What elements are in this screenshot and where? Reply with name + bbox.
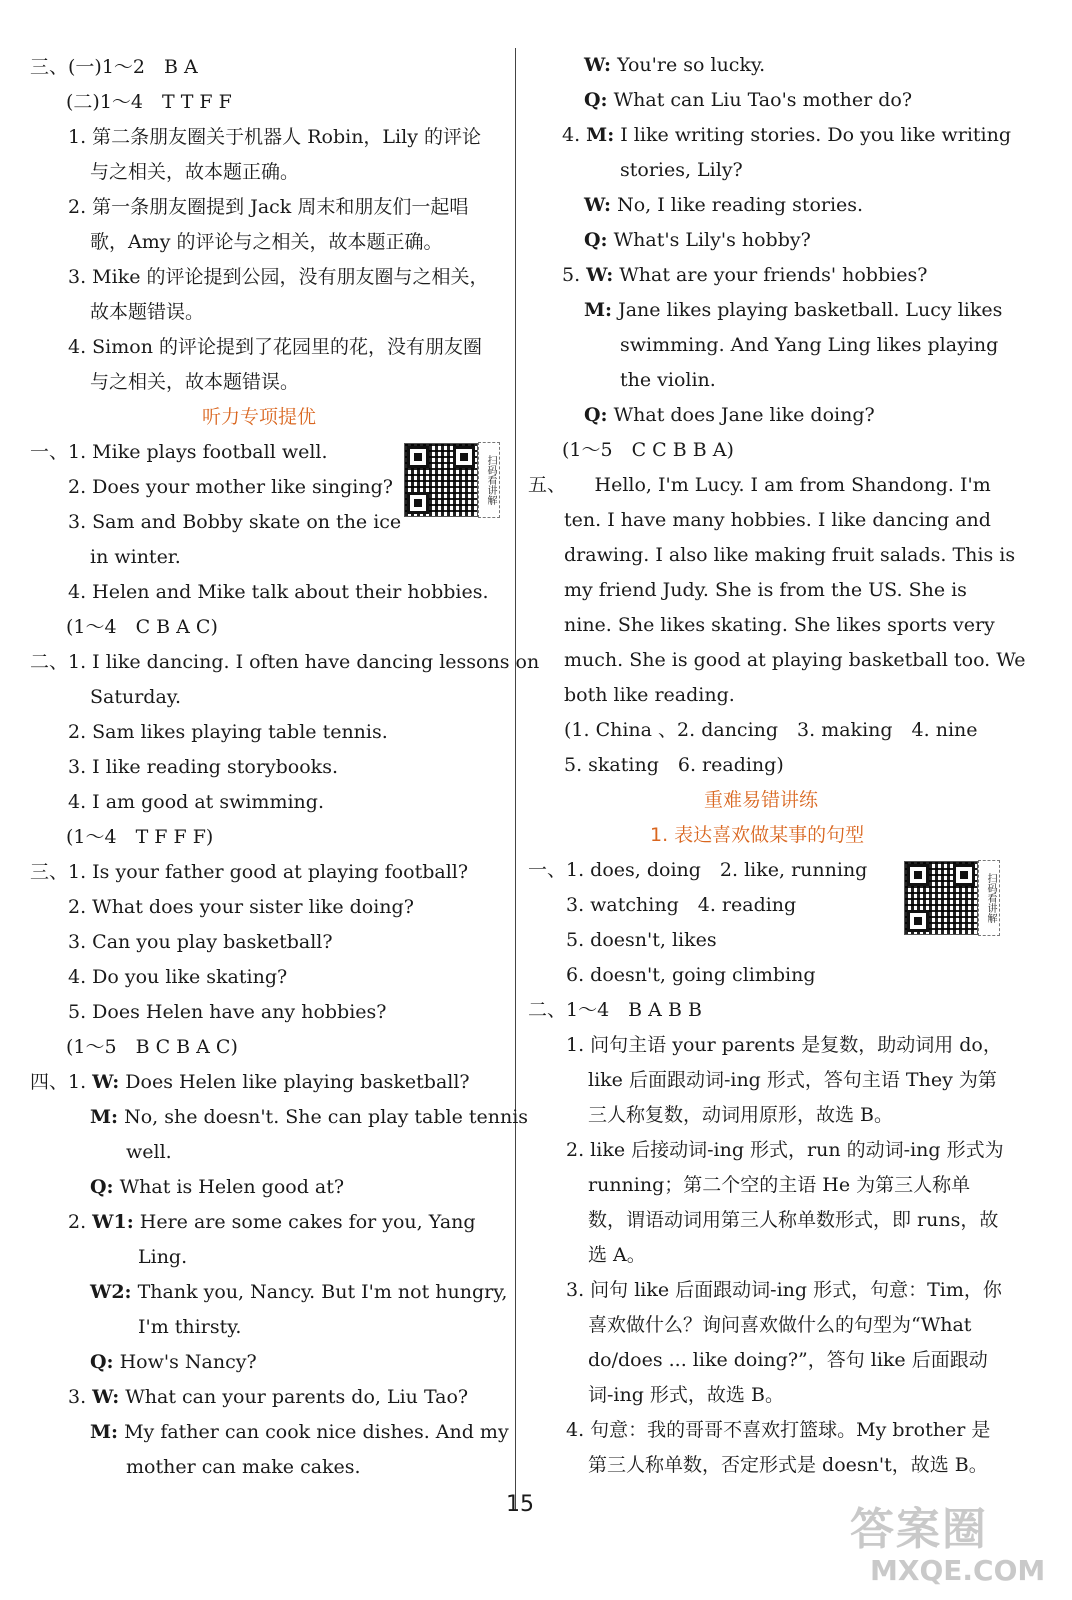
item-number: 四、1. — [30, 1071, 93, 1093]
qr-code[interactable] — [904, 861, 978, 935]
answer-line: (二)1～4 T T F F — [66, 91, 232, 113]
answer-line: 一、1. does, doing 2. like, running — [528, 859, 868, 881]
explanation-line: 歌，Amy 的评论与之相关，故本题正确。 — [90, 231, 443, 253]
answer-line: 三、(一)1～2 B A — [30, 56, 198, 78]
speaker-label: Q: — [90, 1176, 114, 1198]
speaker-label: Q: — [90, 1351, 114, 1373]
explanation-line: 选 A。 — [588, 1244, 646, 1266]
qr-code[interactable] — [404, 443, 478, 517]
script-line: 3. I like reading storybooks. — [68, 756, 338, 778]
dialogue-line: Ling. — [138, 1246, 188, 1268]
explanation-line: 故本题错误。 — [90, 301, 205, 323]
passage-line: 五、 Hello, I'm Lucy. I am from Shandong. I'm — [528, 474, 991, 496]
dialogue-text: No, I like reading stories. — [611, 194, 864, 216]
dialogue-text: I like writing stories. Do you like writing — [614, 124, 1012, 146]
speaker-label: W: — [92, 1071, 120, 1093]
script-line: 2. Does your mother like singing? — [68, 476, 393, 498]
dialogue-text: My father can cook nice dishes. And my — [118, 1421, 509, 1443]
dialogue-line: I'm thirsty. — [138, 1316, 242, 1338]
dialogue-line: well. — [126, 1141, 172, 1163]
dialogue-line — [584, 223, 811, 257]
answer-line: 5. skating 6. reading) — [564, 754, 784, 776]
script-line: 三、1. Is your father good at playing football? — [30, 861, 469, 883]
qr-code-label: 扫码看讲解 — [978, 860, 1000, 936]
speaker-label: M: — [586, 124, 615, 146]
dialogue-line — [584, 293, 1002, 327]
dialogue-line: stories, Lily? — [620, 159, 743, 181]
dialogue-text: How's Nancy? — [113, 1351, 257, 1373]
dialogue-line — [90, 1170, 344, 1204]
item-number: 4. — [562, 124, 587, 146]
explanation-line: 1. 第二条朋友圈关于机器人 Robin，Lily 的评论 — [68, 126, 481, 148]
script-line: 4. Do you like skating? — [68, 966, 288, 988]
explanation-line: 与之相关，故本题正确。 — [90, 161, 300, 183]
script-line: 4. Helen and Mike talk about their hobbies. — [68, 581, 489, 603]
passage-line: nine. She likes skating. She likes sports very — [564, 614, 995, 636]
dialogue-line: mother can make cakes. — [126, 1456, 361, 1478]
dialogue-line — [584, 48, 765, 82]
passage-line: much. She is good at playing basketball too. We — [564, 649, 1026, 671]
script-line: 5. Does Helen have any hobbies? — [68, 1001, 387, 1023]
script-line: 2. What does your sister like doing? — [68, 896, 414, 918]
explanation-line: 第三人称单数，否定形式是 doesn't，故选 B。 — [588, 1454, 988, 1476]
watermark-title: 答案圈 — [850, 1504, 988, 1555]
dialogue-line: swimming. And Yang Ling likes playing — [620, 334, 999, 356]
explanation-line: 喜欢做什么？询问喜欢做什么的句型为“What — [588, 1314, 972, 1336]
dialogue-text: No, she doesn't. She can play table tennis — [118, 1106, 529, 1128]
script-line: Saturday. — [90, 686, 182, 708]
section-heading: 重难易错讲练 — [704, 789, 819, 811]
script-line: 3. Sam and Bobby skate on the ice — [68, 511, 402, 533]
dialogue-text: Thank you, Nancy. But I'm not hungry, — [131, 1281, 508, 1303]
explanation-line: 数，谓语动词用第三人称单数形式，即 runs，故 — [588, 1209, 999, 1231]
dialogue-text: Does Helen like playing basketball? — [119, 1071, 470, 1093]
dialogue-text: What can Liu Tao's mother do? — [607, 89, 913, 111]
explanation-line: 词-ing 形式，故选 B。 — [588, 1384, 784, 1406]
script-line: 3. Can you play basketball? — [68, 931, 333, 953]
speaker-label: Q: — [584, 89, 608, 111]
answer-line: (1～5 B C B A C) — [66, 1036, 238, 1058]
speaker-label: W: — [584, 54, 612, 76]
speaker-label: W: — [586, 264, 614, 286]
passage-line: my friend Judy. She is from the US. She is — [564, 579, 967, 601]
dialogue-text: What does Jane like doing? — [607, 404, 875, 426]
passage-line: drawing. I also like making fruit salads. This is — [564, 544, 1016, 566]
speaker-label: W2: — [90, 1281, 132, 1303]
item-number: 2. — [68, 1211, 93, 1233]
dialogue-line — [584, 398, 875, 432]
page-number: 15 — [506, 1492, 534, 1517]
dialogue-line — [68, 1205, 476, 1239]
answer-line: 二、1～4 B A B B — [528, 999, 702, 1021]
script-line: 2. Sam likes playing table tennis. — [68, 721, 388, 743]
explanation-line: 1. 问句主语 your parents 是复数，助动词用 do， — [566, 1034, 1002, 1056]
dialogue-line: the violin. — [620, 369, 716, 391]
answer-line: 3. watching 4. reading — [566, 894, 797, 916]
speaker-label: W: — [92, 1386, 120, 1408]
answer-line: (1～4 T F F F) — [66, 826, 214, 848]
explanation-line: 3. 问句 like 后面跟动词-ing 形式，句意：Tim，你 — [566, 1279, 1002, 1301]
script-line: 4. I am good at swimming. — [68, 791, 324, 813]
explanation-line: 2. 第一条朋友圈提到 Jack 周末和朋友们一起唱 — [68, 196, 469, 218]
explanation-line: do/does ... like doing?”，答句 like 后面跟动 — [588, 1349, 988, 1371]
section-heading: 听力专项提优 — [202, 406, 317, 428]
speaker-label: M: — [584, 299, 613, 321]
dialogue-text: What can your parents do, Liu Tao? — [119, 1386, 469, 1408]
qr-code-label: 扫码看讲解 — [478, 442, 500, 518]
dialogue-line — [562, 118, 1011, 152]
dialogue-text: What is Helen good at? — [113, 1176, 345, 1198]
speaker-label: Q: — [584, 404, 608, 426]
dialogue-line — [90, 1345, 257, 1379]
item-number: 3. — [68, 1386, 93, 1408]
dialogue-line — [584, 188, 863, 222]
passage-line: both like reading. — [564, 684, 735, 706]
dialogue-line — [584, 83, 912, 117]
script-line: 二、1. I like dancing. I often have dancing lessons on — [30, 651, 540, 673]
explanation-line: 三人称复数，动词用原形，故选 B。 — [588, 1104, 894, 1126]
script-line: in winter. — [90, 546, 181, 568]
speaker-label: Q: — [584, 229, 608, 251]
explanation-line: 2. like 后接动词-ing 形式，run 的动词-ing 形式为 — [566, 1139, 1004, 1161]
dialogue-text: What's Lily's hobby? — [607, 229, 811, 251]
explanation-line: 3. Mike 的评论提到公园，没有朋友圈与之相关， — [68, 266, 489, 288]
speaker-label: W1: — [92, 1211, 134, 1233]
explanation-line: 4. Simon 的评论提到了花园里的花，没有朋友圈 — [68, 336, 482, 358]
dialogue-line — [90, 1100, 528, 1134]
explanation-line: 与之相关，故本题错误。 — [90, 371, 300, 393]
item-number: 5. — [562, 264, 587, 286]
passage-line: ten. I have many hobbies. I like dancing and — [564, 509, 991, 531]
dialogue-line — [30, 1065, 470, 1099]
dialogue-text: Here are some cakes for you, Yang — [133, 1211, 476, 1233]
answer-line: (1. China 、2. dancing 3. making 4. nine — [564, 719, 978, 741]
dialogue-line — [90, 1415, 509, 1449]
script-line: 一、1. Mike plays football well. — [30, 441, 328, 463]
explanation-line: 4. 句意：我的哥哥不喜欢打篮球。My brother 是 — [566, 1419, 991, 1441]
watermark-url: MXQE.COM — [870, 1554, 1046, 1587]
speaker-label: M: — [90, 1421, 119, 1443]
dialogue-line — [90, 1275, 507, 1309]
answer-line: 5. doesn't, likes — [566, 929, 717, 951]
explanation-line: running；第二个空的主语 He 为第三人称单 — [588, 1174, 971, 1196]
subsection-heading: 1. 表达喜欢做某事的句型 — [650, 824, 865, 846]
explanation-line: like 后面跟动词-ing 形式，答句主语 They 为第 — [588, 1069, 997, 1091]
speaker-label: M: — [90, 1106, 119, 1128]
speaker-label: W: — [584, 194, 612, 216]
answer-line: (1～5 C C B B A) — [562, 439, 734, 461]
dialogue-text: You're so lucky. — [611, 54, 766, 76]
answer-line: 6. doesn't, going climbing — [566, 964, 816, 986]
watermark-logo — [850, 1505, 1065, 1595]
answer-line: (1～4 C B A C) — [66, 616, 218, 638]
dialogue-text: What are your friends' hobbies? — [613, 264, 928, 286]
dialogue-text: Jane likes playing basketball. Lucy likes — [612, 299, 1003, 321]
column-divider — [515, 48, 516, 1510]
dialogue-line — [562, 258, 927, 292]
dialogue-line — [68, 1380, 468, 1414]
